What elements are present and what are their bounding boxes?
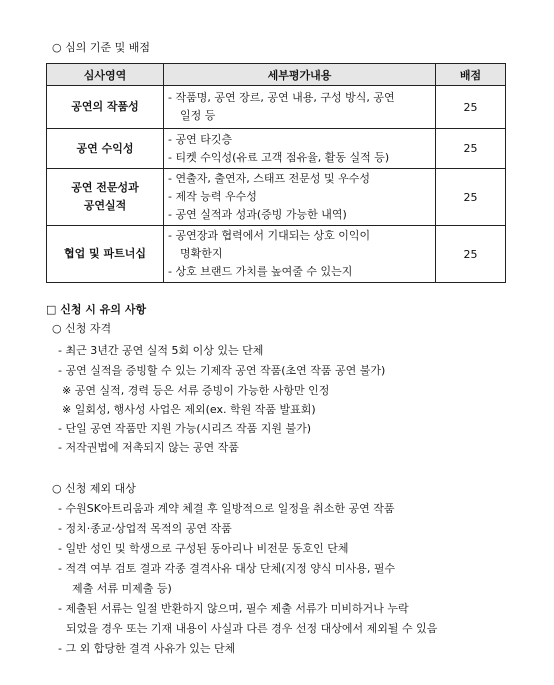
table-row bbox=[47, 86, 506, 129]
details-cell bbox=[164, 169, 436, 226]
details-cell bbox=[164, 226, 436, 283]
detail-item-cont: 명확한지 bbox=[180, 247, 223, 260]
area-cell bbox=[47, 169, 164, 226]
area-cell bbox=[47, 129, 164, 169]
header-score: 배점 bbox=[436, 64, 506, 86]
area-label: 공연실적 bbox=[83, 199, 127, 212]
detail-item: - 상호 브랜드 가치를 높여줄 수 있는지 bbox=[168, 265, 353, 278]
qualification-note: ※ 일회성, 행사성 사업은 제외(ex. 학원 작품 발표회) bbox=[62, 403, 316, 416]
notes-title: □ 신청 시 유의 사항 bbox=[46, 303, 147, 316]
table-row bbox=[47, 169, 506, 226]
exclusion-item: - 일반 성인 및 학생으로 구성된 동아리나 비전문 동호인 단체 bbox=[58, 542, 349, 555]
qualification-note: ※ 공연 실적, 경력 등은 서류 증빙이 가능한 사항만 인정 bbox=[62, 384, 330, 397]
exclusion-item-cont: 제출 서류 미제출 등) bbox=[72, 582, 172, 595]
detail-item: - 공연장과 협력에서 기대되는 상호 이익이 bbox=[168, 229, 371, 242]
table-row bbox=[47, 226, 506, 283]
area-label: 공연의 작품성 bbox=[71, 100, 139, 113]
area-label: 협업 및 파트너십 bbox=[63, 247, 147, 260]
exclusion-item: - 정치·종교·상업적 목적의 공연 작품 bbox=[58, 522, 232, 535]
table-header-row bbox=[47, 64, 506, 86]
detail-item: - 연출자, 출연자, 스태프 전문성 및 우수성 bbox=[168, 172, 370, 185]
detail-item: - 공연 실적과 성과(증빙 가능한 내역) bbox=[168, 208, 347, 221]
qualification-item: - 저작권법에 저촉되지 않는 공연 작품 bbox=[58, 441, 239, 454]
detail-item: - 티켓 수익성(유료 고객 점유율, 활동 실적 등) bbox=[168, 150, 390, 164]
score-cell: 25 bbox=[436, 169, 506, 226]
qualification-item: - 단일 공연 작품만 지원 가능(시리즈 작품 지원 불가) bbox=[58, 422, 312, 435]
score-cell: 25 bbox=[436, 226, 506, 283]
area-label: 공연 전문성과 bbox=[71, 181, 139, 194]
qualification-item: - 공연 실적을 증빙할 수 있는 기제작 공연 작품(초연 작품 공연 불가) bbox=[58, 364, 386, 377]
exclusion-item: - 적격 여부 검토 결과 각종 결격사유 대상 단체(지정 양식 미사용, 필수 bbox=[58, 562, 396, 575]
exclusion-item: - 제출된 서류는 일절 반환하지 않으며, 필수 제출 서류가 미비하거나 누락 bbox=[58, 602, 409, 615]
score-cell: 25 bbox=[436, 86, 506, 129]
header-details: 세부평가내용 bbox=[164, 64, 436, 86]
detail-item: - 작품명, 공연 장르, 공연 내용, 구성 방식, 공연 bbox=[168, 91, 395, 104]
qualification-heading: ○ 신청 자격 bbox=[52, 322, 112, 335]
exclusion-item: - 그 외 합당한 결격 사유가 있는 단체 bbox=[58, 642, 236, 655]
exclusion-item-cont: 되었을 경우 또는 기재 내용이 사실과 다른 경우 선정 대상에서 제외될 수 있음 bbox=[66, 622, 438, 635]
exclusion-item: - 수원SK아트리움과 계약 체결 후 일방적으로 일정을 취소한 공연 작품 bbox=[58, 502, 395, 515]
score-cell: 25 bbox=[436, 129, 506, 169]
detail-item-cont: 일정 등 bbox=[180, 109, 216, 122]
criteria-table bbox=[46, 63, 506, 283]
details-cell bbox=[164, 86, 436, 129]
area-cell bbox=[47, 86, 164, 129]
area-cell bbox=[47, 226, 164, 283]
detail-item: - 제작 능력 우수성 bbox=[168, 190, 257, 203]
table-row bbox=[47, 129, 506, 169]
exclusion-heading: ○ 신청 제외 대상 bbox=[52, 482, 136, 495]
detail-item: - 공연 타깃층 bbox=[168, 132, 233, 146]
area-label: 공연 수익성 bbox=[76, 141, 134, 155]
qualification-item: - 최근 3년간 공연 실적 5회 이상 있는 단체 bbox=[58, 344, 264, 357]
header-area: 심사영역 bbox=[47, 64, 164, 86]
details-cell bbox=[164, 129, 436, 169]
criteria-heading: ○ 심의 기준 및 배점 bbox=[52, 41, 150, 54]
